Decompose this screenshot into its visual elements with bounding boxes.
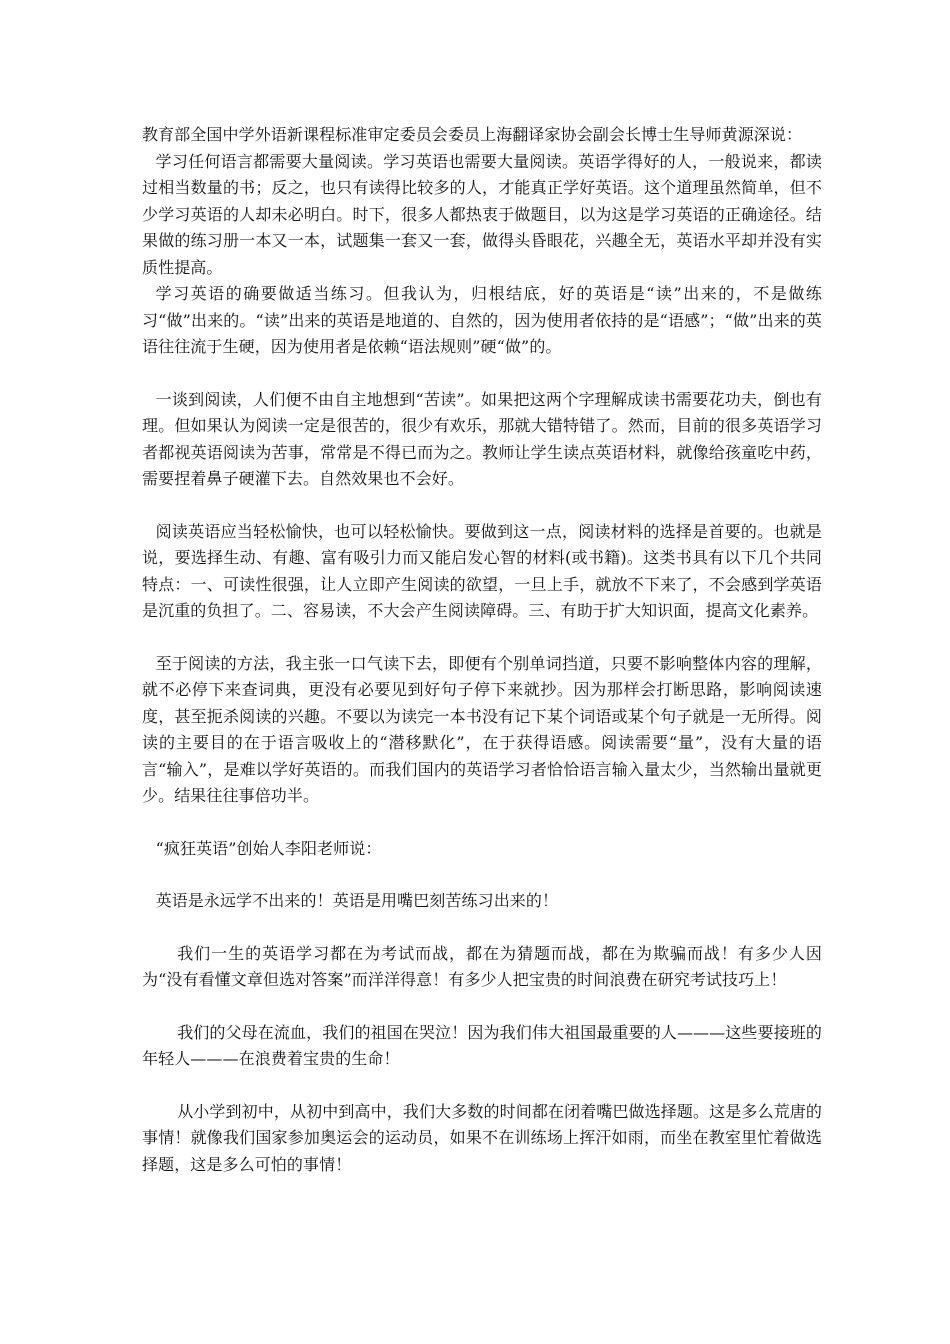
body-paragraph: 至于阅读的方法，我主张一口气读下去，即便有个别单词挡道，只要不影响整体内容的理解，就不必停下来查词典，更没有必要见到好句子停下来就抄。因为那样会打断思路，影响阅读速度，甚至扼杀阅读的兴趣。不要以为读完一本书没有记下某个词语或某个句子就是一无所得。阅读的主要目的在于语言吸收上的“潜移默化”，在于获得语感。阅读需要“量”，没有大量的语言“输入”，是难以学好英语的。而我们国内的英语学习者恰恰语言输入量太少，当然输出量就更少。结果往往事倍功半。 [142, 653, 822, 805]
body-paragraph: 我们一生的英语学习都在为考试而战，都在为猜题而战，都在为欺骗而战！有多少人因为“没有看懂文章但选对答案”而洋洋得意！有多少人把宝贵的时间浪费在研究考试技巧上！ [142, 943, 822, 989]
body-paragraph: 从小学到初中，从初中到高中，我们大多数的时间都在闭着嘴巴做选择题。这是多么荒唐的事情！就像我们国家参加奥运会的运动员，如果不在训练场上挥汗如雨，而坐在教室里忙着做选择题，这是多么可怕的事情！ [142, 1101, 822, 1174]
body-paragraph: 学习任何语言都需要大量阅读。学习英语也需要大量阅读。英语学得好的人，一般说来，都读过相当数量的书；反之，也只有读得比较多的人，才能真正学好英语。这个道理虽然简单，但不少学习英语的人却未必明白。时下，很多人都热衷于做题目，以为这是学习英语的正确途径。结果做的练习册一本又一本，试题集一套又一套，做得头昏眼花，兴趣全无，英语水平却并没有实质性提高。 [142, 151, 822, 277]
intro-attribution-paragraph: 教育部全国中学外语新课程标准审定委员会委员上海翻译家协会副会长博士生导师黄源深说： [142, 125, 803, 144]
document-body [142, 122, 822, 1178]
body-paragraph: 我们的父母在流血，我们的祖国在哭泣！因为我们伟大祖国最重要的人———这些要接班的年轻人———在浪费着宝贵的生命！ [142, 1022, 822, 1068]
second-attribution-paragraph: “疯狂英语”创始人李阳老师说： [155, 838, 382, 858]
body-paragraph: 一谈到阅读，人们便不由自主地想到“苦读”。如果把这两个字理解成读书需要花功夫，倒也有理。但如果认为阅读一定是很苦的，很少有欢乐，那就大错特错了。然而，目前的很多英语学习者都视英语阅读为苦事，常常是不得已而为之。教师让学生读点英语材料，就像给孩童吃中药，需要捏着鼻子硬灌下去。自然效果也不会好。 [142, 389, 822, 488]
quote-paragraph: 英语是永远学不出来的！英语是用嘴巴刻苦练习出来的！ [155, 891, 559, 910]
body-paragraph: 阅读英语应当轻松愉快，也可以轻松愉快。要做到这一点，阅读材料的选择是首要的。也就是说，要选择生动、有趣、富有吸引力而又能启发心智的材料(或书籍)。这类书具有以下几个共同特点：一、可读性很强，让人立即产生阅读的欲望，一旦上手，就放不下来了，不会感到学英语是沉重的负担了。二、容易读，不大会产生阅读障碍。三、有助于扩大知识面，提高文化素养。 [142, 521, 822, 620]
body-paragraph: 学习英语的确要做适当练习。但我认为，归根结底，好的英语是“读”出来的，不是做练习“做”出来的。“读”出来的英语是地道的、自然的，因为使用者依持的是“语感”；“做”出来的英语往往流于生硬，因为使用者是依赖“语法规则”硬“做”的。 [142, 284, 822, 356]
